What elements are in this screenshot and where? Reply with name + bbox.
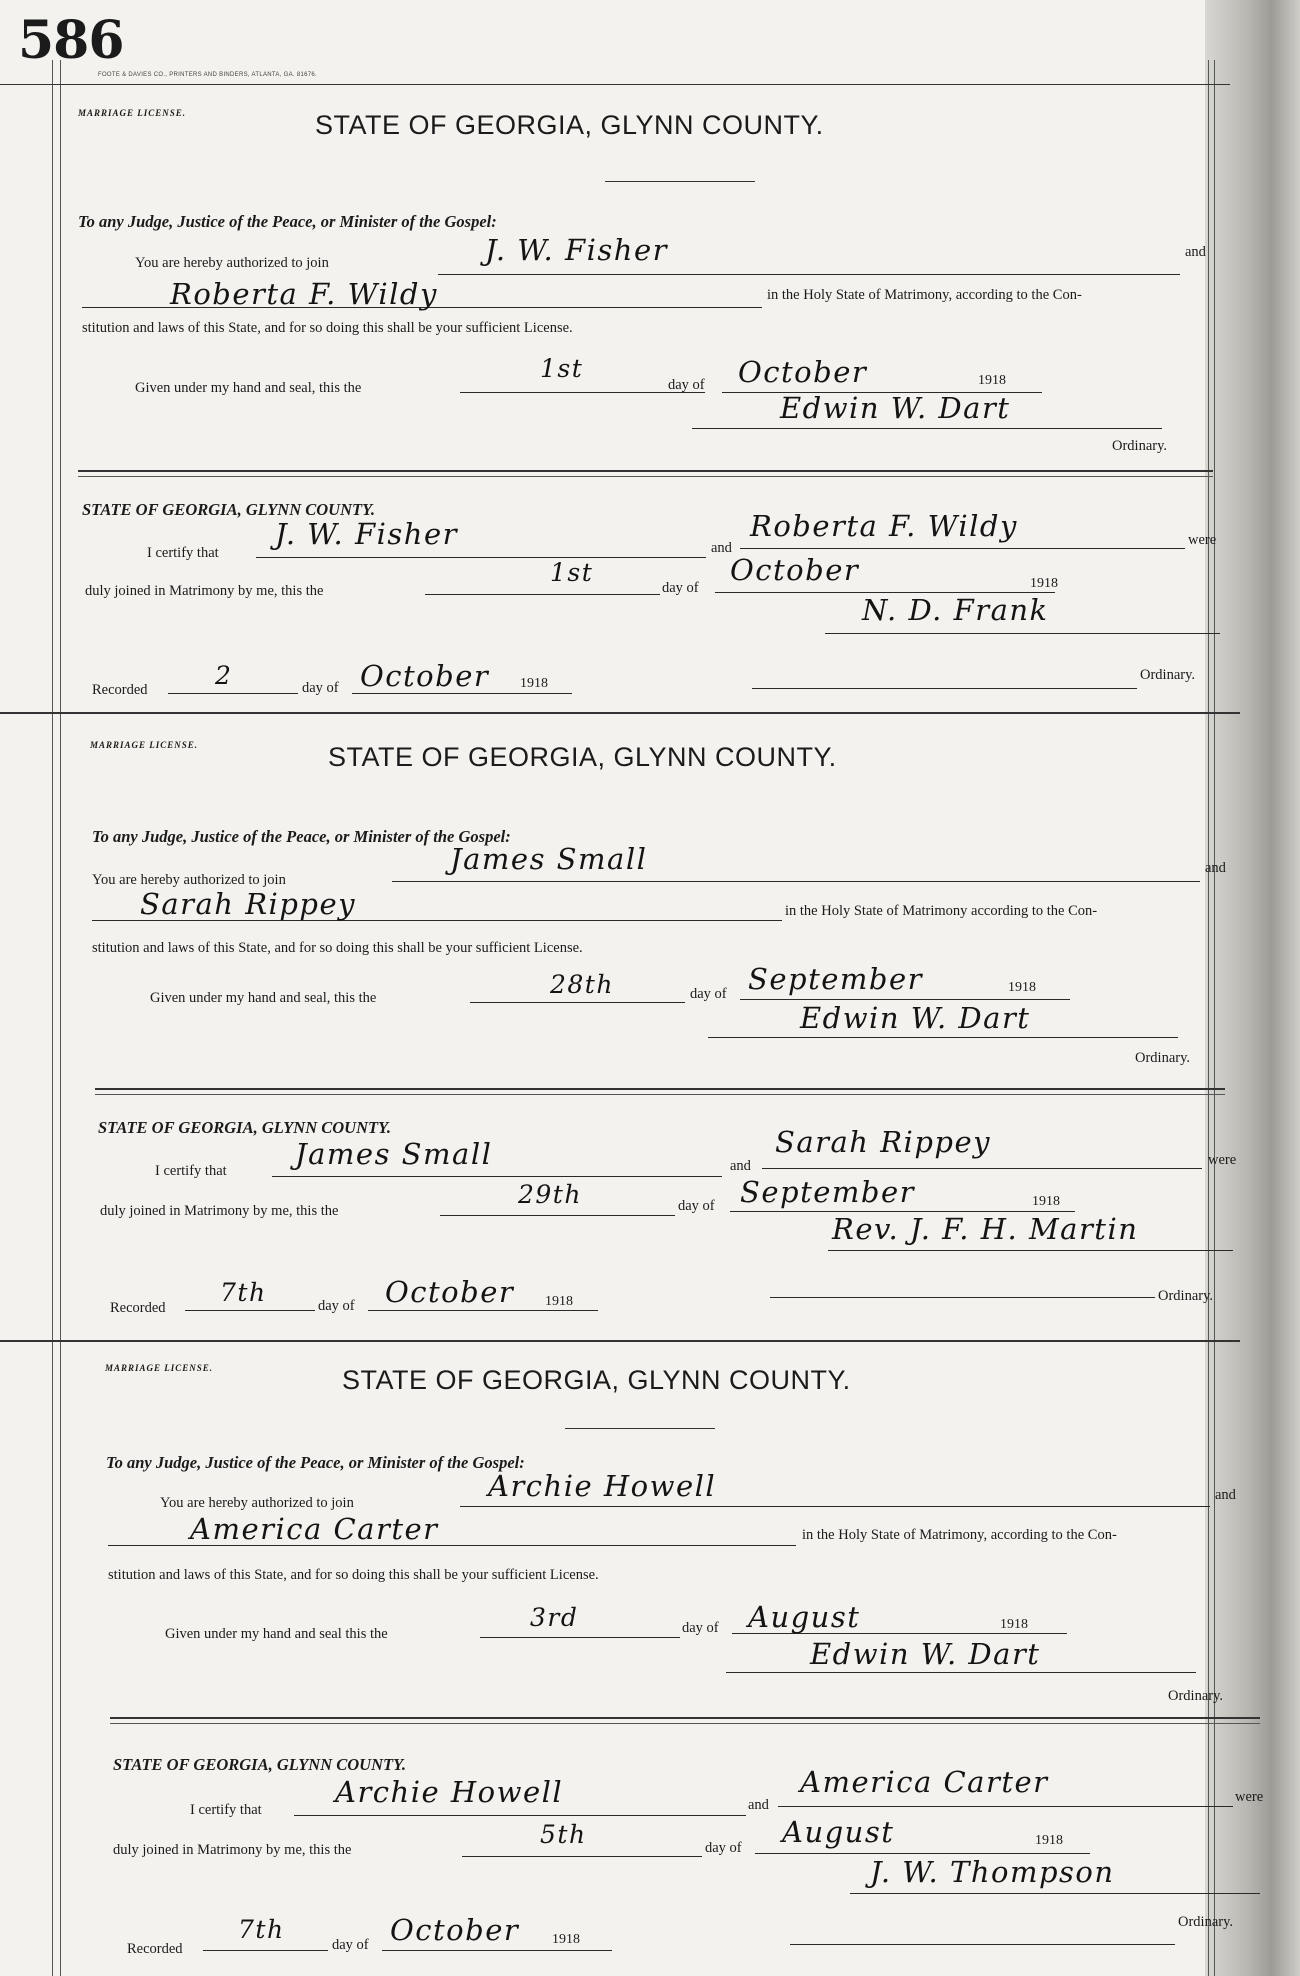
ordinary-label: Ordinary. bbox=[1112, 438, 1168, 454]
license-month: August bbox=[748, 1600, 861, 1634]
year-suffix: 18 bbox=[1049, 1833, 1063, 1848]
married-day: 5th bbox=[540, 1820, 587, 1849]
year-prefix: 19 bbox=[1008, 980, 1022, 995]
certificate-heading: STATE OF GEORGIA, GLYNN COUNTY. bbox=[113, 1755, 407, 1774]
ordinary-signature: Edwin W. Dart bbox=[810, 1637, 1041, 1671]
day-line bbox=[462, 1856, 702, 1857]
ordinary-signature: Edwin W. Dart bbox=[800, 1001, 1031, 1035]
record-divider bbox=[0, 1340, 1240, 1342]
license-heading: STATE OF GEORGIA, GLYNN COUNTY. bbox=[328, 742, 837, 772]
recorded-month: October bbox=[385, 1275, 515, 1309]
married-year bbox=[1032, 1194, 1060, 1210]
married-bride: America Carter bbox=[800, 1765, 1049, 1799]
given-under-text: Given under my hand and seal, this the bbox=[150, 990, 377, 1006]
and-text: and bbox=[1215, 1487, 1236, 1503]
and-text: and bbox=[711, 540, 732, 556]
were-text: were bbox=[1208, 1152, 1237, 1168]
section-divider bbox=[110, 1717, 1260, 1719]
section-divider bbox=[78, 476, 1213, 477]
year-suffix: 18 bbox=[566, 1932, 580, 1947]
bride-name: Roberta F. Wildy bbox=[170, 277, 438, 311]
authorized-text: You are hereby authorized to join bbox=[160, 1495, 354, 1511]
day-of-text: day of bbox=[678, 1198, 715, 1214]
i-certify-text: I certify that bbox=[147, 545, 219, 561]
married-groom: Archie Howell bbox=[335, 1775, 564, 1809]
recorded-day: 7th bbox=[220, 1278, 267, 1307]
to-any-judge: To any Judge, Justice of the Peace, or Minister of the Gospel: bbox=[78, 212, 497, 231]
year-suffix: 18 bbox=[1014, 1617, 1028, 1632]
ordinary-label: Ordinary. bbox=[1178, 1914, 1234, 1930]
recorded-day: 7th bbox=[238, 1915, 285, 1944]
license-month: September bbox=[748, 962, 923, 996]
day-of-text: day of bbox=[705, 1840, 742, 1856]
recorded-text: Recorded bbox=[110, 1300, 166, 1316]
recorded-month-line bbox=[352, 693, 572, 694]
recorded-year bbox=[552, 1932, 580, 1948]
license-heading: STATE OF GEORGIA, GLYNN COUNTY. bbox=[315, 110, 824, 140]
marriage-license-label: MARRIAGE LICENSE. bbox=[105, 1363, 214, 1373]
duly-joined-text: duly joined in Matrimony by me, this the bbox=[113, 1842, 352, 1858]
bride-line bbox=[740, 548, 1185, 549]
year-suffix: 18 bbox=[1022, 980, 1036, 995]
married-groom: James Small bbox=[295, 1137, 493, 1171]
license-year bbox=[1008, 980, 1036, 996]
ordinary-label: Ordinary. bbox=[1140, 667, 1196, 683]
heading-rule bbox=[605, 181, 755, 182]
married-month: August bbox=[782, 1815, 895, 1849]
groom-name: Archie Howell bbox=[488, 1469, 717, 1503]
license-month: October bbox=[738, 355, 868, 389]
officiant-line bbox=[850, 1893, 1260, 1894]
stitution-text: stitution and laws of this State, and for so doing this shall be your sufficient License. bbox=[82, 320, 573, 336]
year-prefix: 19 bbox=[1000, 1617, 1014, 1632]
license-day: 1st bbox=[540, 354, 584, 383]
were-text: were bbox=[1188, 532, 1217, 548]
and-text: and bbox=[1205, 860, 1226, 876]
i-certify-text: I certify that bbox=[155, 1163, 227, 1179]
were-text: were bbox=[1235, 1789, 1264, 1805]
stitution-text: stitution and laws of this State, and for so doing this shall be your sufficient License. bbox=[108, 1567, 599, 1583]
recorded-text: Recorded bbox=[92, 682, 148, 698]
section-divider bbox=[110, 1723, 1260, 1724]
year-prefix: 19 bbox=[552, 1932, 566, 1947]
day-of-text: day of bbox=[662, 580, 699, 596]
ordinary-signature: Edwin W. Dart bbox=[780, 391, 1011, 425]
recorded-year bbox=[545, 1294, 573, 1310]
margin-rule bbox=[60, 60, 61, 1976]
year-prefix: 19 bbox=[978, 373, 992, 388]
duly-joined-text: duly joined in Matrimony by me, this the bbox=[85, 583, 324, 599]
certificate-heading: STATE OF GEORGIA, GLYNN COUNTY. bbox=[82, 500, 376, 519]
married-year bbox=[1035, 1833, 1063, 1849]
married-day: 29th bbox=[518, 1180, 582, 1209]
officiant-line bbox=[825, 633, 1220, 634]
year-prefix: 19 bbox=[545, 1294, 559, 1309]
bride-name: Sarah Rippey bbox=[140, 887, 356, 921]
day-line bbox=[425, 594, 660, 595]
married-year bbox=[1030, 576, 1058, 592]
recorded-day-line bbox=[203, 1950, 328, 1951]
officiant-signature: Rev. J. F. H. Martin bbox=[832, 1212, 1139, 1246]
year-prefix: 19 bbox=[520, 676, 534, 691]
ordinary-signature-line bbox=[726, 1672, 1196, 1673]
year-prefix: 19 bbox=[1032, 1194, 1046, 1209]
groom-line bbox=[294, 1815, 746, 1816]
and-text: and bbox=[748, 1797, 769, 1813]
officiant-line bbox=[828, 1250, 1233, 1251]
groom-line bbox=[438, 274, 1180, 275]
married-bride: Roberta F. Wildy bbox=[750, 509, 1018, 543]
bride-line bbox=[762, 1168, 1202, 1169]
license-year bbox=[1000, 1617, 1028, 1633]
year-suffix: 18 bbox=[1046, 1194, 1060, 1209]
recorded-day-line bbox=[168, 693, 298, 694]
groom-name: J. W. Fisher bbox=[485, 233, 668, 267]
recorded-month-line bbox=[382, 1950, 612, 1951]
section-divider bbox=[78, 470, 1213, 472]
holy-state-text: in the Holy State of Matrimony according to the Con- bbox=[785, 903, 1098, 919]
ordinary-signature-line bbox=[708, 1037, 1178, 1038]
day-line bbox=[480, 1637, 680, 1638]
license-heading: STATE OF GEORGIA, GLYNN COUNTY. bbox=[342, 1365, 851, 1395]
given-under-text: Given under my hand and seal this the bbox=[165, 1626, 388, 1642]
year-suffix: 18 bbox=[1044, 576, 1058, 591]
heading-rule bbox=[565, 1428, 715, 1429]
officiant-signature: J. W. Thompson bbox=[870, 1855, 1115, 1889]
and-text: and bbox=[1185, 244, 1206, 260]
i-certify-text: I certify that bbox=[190, 1802, 262, 1818]
ordinary-signature-line bbox=[692, 428, 1162, 429]
day-of-text: day of bbox=[668, 377, 705, 393]
married-day: 1st bbox=[550, 558, 594, 587]
groom-line bbox=[272, 1176, 722, 1177]
license-year bbox=[978, 373, 1006, 389]
day-line bbox=[470, 1002, 685, 1003]
license-day: 3rd bbox=[530, 1603, 579, 1632]
month-line bbox=[755, 1853, 1090, 1854]
officiant-signature: N. D. Frank bbox=[862, 593, 1049, 627]
section-divider bbox=[95, 1088, 1225, 1090]
printer-imprint: FOOTE & DAVIES CO., PRINTERS AND BINDERS, ATLANTA, GA. 81676. bbox=[98, 72, 318, 78]
given-under-text: Given under my hand and seal, this the bbox=[135, 380, 362, 396]
ordinary-signature-line bbox=[790, 1944, 1175, 1945]
top-divider bbox=[0, 84, 1230, 85]
married-bride: Sarah Rippey bbox=[775, 1125, 991, 1159]
recorded-text: Recorded bbox=[127, 1941, 183, 1957]
year-suffix: 18 bbox=[559, 1294, 573, 1309]
groom-line bbox=[392, 881, 1200, 882]
and-text: and bbox=[730, 1158, 751, 1174]
day-of-text: day of bbox=[302, 680, 339, 696]
marriage-license-label: MARRIAGE LICENSE. bbox=[90, 740, 199, 750]
day-of-text: day of bbox=[318, 1298, 355, 1314]
holy-state-text: in the Holy State of Matrimony, according to the Con- bbox=[802, 1527, 1117, 1543]
year-prefix: 19 bbox=[1030, 576, 1044, 591]
groom-line bbox=[256, 557, 706, 558]
section-divider bbox=[95, 1094, 1225, 1095]
groom-line bbox=[460, 1506, 1210, 1507]
authorized-text: You are hereby authorized to join bbox=[135, 255, 329, 271]
recorded-day-line bbox=[185, 1310, 315, 1311]
ordinary-label: Ordinary. bbox=[1158, 1288, 1214, 1304]
day-of-text: day of bbox=[332, 1937, 369, 1953]
ordinary-label: Ordinary. bbox=[1168, 1688, 1224, 1704]
married-month: October bbox=[730, 553, 860, 587]
to-any-judge: To any Judge, Justice of the Peace, or Minister of the Gospel: bbox=[92, 827, 511, 846]
year-prefix: 19 bbox=[1035, 1833, 1049, 1848]
recorded-day: 2 bbox=[215, 661, 233, 690]
married-month: September bbox=[740, 1175, 915, 1209]
year-suffix: 18 bbox=[992, 373, 1006, 388]
duly-joined-text: duly joined in Matrimony by me, this the bbox=[100, 1203, 339, 1219]
holy-state-text: in the Holy State of Matrimony, according to the Con- bbox=[767, 287, 1082, 303]
day-line bbox=[440, 1215, 675, 1216]
day-of-text: day of bbox=[682, 1620, 719, 1636]
license-day: 28th bbox=[550, 970, 614, 999]
year-suffix: 18 bbox=[534, 676, 548, 691]
month-line bbox=[740, 999, 1070, 1000]
bride-line bbox=[778, 1806, 1233, 1807]
certificate-heading: STATE OF GEORGIA, GLYNN COUNTY. bbox=[98, 1118, 392, 1137]
recorded-month: October bbox=[360, 659, 490, 693]
to-any-judge: To any Judge, Justice of the Peace, or Minister of the Gospel: bbox=[106, 1453, 525, 1472]
book-spine-shadow bbox=[1205, 0, 1300, 1976]
day-of-text: day of bbox=[690, 986, 727, 1002]
bride-name: America Carter bbox=[190, 1512, 439, 1546]
recorded-year bbox=[520, 676, 548, 692]
recorded-month: October bbox=[390, 1913, 520, 1947]
recorded-month-line bbox=[368, 1310, 598, 1311]
ordinary-signature-line bbox=[770, 1297, 1155, 1298]
authorized-text: You are hereby authorized to join bbox=[92, 872, 286, 888]
marriage-license-label: MARRIAGE LICENSE. bbox=[78, 108, 187, 118]
married-groom: J. W. Fisher bbox=[275, 517, 458, 551]
ordinary-signature-line bbox=[752, 688, 1137, 689]
record-divider bbox=[0, 712, 1240, 714]
stitution-text: stitution and laws of this State, and for so doing this shall be your sufficient License. bbox=[92, 940, 583, 956]
margin-rule bbox=[52, 60, 53, 1976]
page-number: 586 bbox=[18, 10, 124, 71]
groom-name: James Small bbox=[450, 842, 648, 876]
ordinary-label: Ordinary. bbox=[1135, 1050, 1191, 1066]
